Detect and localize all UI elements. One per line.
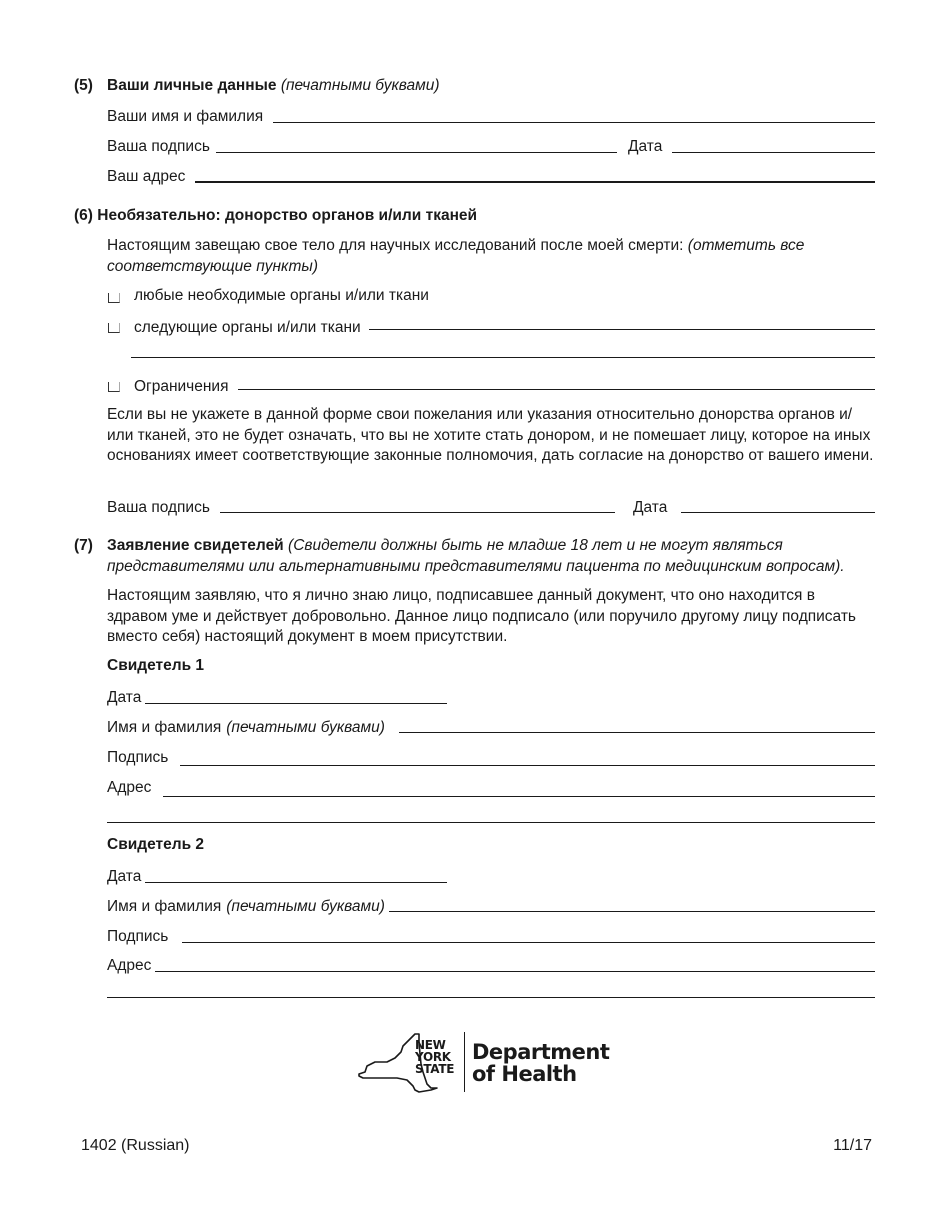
witness2-name-field[interactable]	[389, 911, 875, 912]
limitations-row	[134, 375, 875, 397]
following-organs-field[interactable]	[369, 329, 875, 330]
section6-intro	[107, 236, 847, 277]
section7-number: (7)	[74, 537, 93, 554]
witness2-date-field[interactable]	[145, 882, 447, 883]
ny-state-line1: NEW	[415, 1038, 446, 1052]
ny-state-line3: STATE	[415, 1062, 455, 1076]
ny-state-wordmark	[415, 1039, 454, 1075]
witness2-name-note: (печатными буквами)	[226, 898, 385, 915]
witness2-address-row	[107, 954, 875, 976]
your-signature-field[interactable]	[216, 152, 617, 153]
option-any-organs-label: любые необходимые органы и/или ткани	[134, 287, 429, 304]
witness1-signature-label: Подпись	[107, 749, 169, 766]
your-signature-label: Ваша подпись	[107, 138, 210, 155]
witness-statement: Настоящим заявляю, что я лично знаю лицо, подписавшее данный документ, что оно находится в здравом уме и действует добровольно. Данное лицо подписало (или поручило другому лицу подписать вместо себя) настоящий документ в моем присутствии.	[107, 587, 856, 645]
section5-title: Ваши личные данные	[107, 77, 277, 94]
donation-date-field[interactable]	[681, 512, 875, 513]
form-id: 1402 (Russian)	[81, 1137, 190, 1154]
witness2-heading: Свидетель 2	[107, 836, 205, 853]
form-revision: 11/17	[833, 1137, 872, 1154]
following-organs-field-line2[interactable]	[131, 357, 875, 358]
witness2-signature-field[interactable]	[182, 942, 875, 943]
witness1-address-row	[107, 776, 875, 798]
section7-title-note: (Свидетели должны быть не младше 18 лет и не могут являться представителями или альтернативными представителями пациента по медицинским вопросам).	[107, 537, 845, 575]
your-signature-row	[107, 135, 617, 157]
doh-line2: of Health	[472, 1062, 577, 1086]
witness1-date-label: Дата	[107, 689, 142, 706]
section6-intro-text: Настоящим завещаю свое тело для научных исследований после моей смерти:	[107, 237, 684, 254]
your-date-row	[628, 135, 875, 157]
witness2-signature-row	[107, 925, 875, 947]
section6-intro-note: (отметить все соответствующие пункты)	[107, 237, 805, 275]
your-name-row	[107, 105, 875, 127]
your-name-label: Ваши имя и фамилия	[107, 108, 264, 125]
donation-signature-row	[107, 496, 615, 518]
witness1-name-field[interactable]	[399, 732, 875, 733]
donation-date-label: Дата	[633, 499, 668, 516]
ny-state-line2: YORK	[415, 1050, 451, 1064]
section5-number: (5)	[74, 77, 93, 94]
witness1-heading: Свидетель 1	[107, 657, 205, 674]
your-address-row	[107, 165, 875, 187]
donation-signature-label: Ваша подпись	[107, 499, 210, 516]
section5-heading	[107, 77, 440, 95]
section6-number: (6)	[74, 207, 93, 224]
logo-divider	[464, 1032, 465, 1092]
witness1-date-row	[107, 686, 447, 708]
witness2-address-field[interactable]	[155, 971, 875, 972]
doh-line1: Department	[472, 1040, 610, 1064]
witness1-address-field-line2[interactable]	[107, 822, 875, 823]
witness2-address-label: Адрес	[107, 957, 152, 974]
section6-title: Необязательно: донорство органов и/или тканей	[97, 207, 478, 224]
nys-doh-logo	[357, 1032, 610, 1094]
witness2-date-row	[107, 865, 447, 887]
witness2-date-label: Дата	[107, 868, 142, 885]
option-limitations-label: Ограничения	[134, 378, 229, 395]
witness1-signature-row	[107, 746, 875, 768]
following-organs-row	[134, 316, 875, 338]
your-address-field[interactable]	[195, 181, 875, 183]
limitations-field[interactable]	[238, 389, 875, 390]
witness2-name-label: Имя и фамилия	[107, 898, 222, 915]
your-date-label: Дата	[628, 138, 663, 155]
witness1-signature-field[interactable]	[180, 765, 875, 766]
your-date-field[interactable]	[672, 152, 875, 153]
section7-heading	[107, 536, 877, 577]
option-following-organs-label: следующие органы и/или ткани	[134, 319, 361, 336]
checkbox-following-organs[interactable]	[107, 321, 119, 333]
witness1-name-row	[107, 716, 875, 738]
your-address-label: Ваш адрес	[107, 168, 186, 185]
section5-title-note: (печатными буквами)	[280, 77, 440, 94]
witness1-name-label: Имя и фамилия	[107, 719, 222, 736]
witness2-address-field-line2[interactable]	[107, 997, 875, 998]
checkbox-limitations[interactable]	[107, 380, 119, 392]
section6-heading	[74, 207, 477, 225]
witness1-name-note: (печатными буквами)	[226, 719, 385, 736]
witness1-date-field[interactable]	[145, 703, 447, 704]
donation-notice: Если вы не укажете в данной форме свои пожелания или указания относительно донорства органов и/или тканей, это не будет означать, что вы не хотите стать донором, и не помешает лицу, которое на иных основаниях имеет соответствующие законные полномочия, дать согласие на донорство от вашего имени.	[107, 406, 874, 464]
witness1-address-field[interactable]	[163, 796, 875, 797]
witness2-name-row	[107, 895, 875, 917]
section7-title: Заявление свидетелей	[107, 537, 284, 554]
doh-wordmark	[472, 1041, 609, 1085]
donation-date-row	[633, 496, 875, 518]
checkbox-any-organs[interactable]	[107, 291, 119, 303]
witness1-address-label: Адрес	[107, 779, 152, 796]
witness2-signature-label: Подпись	[107, 928, 169, 945]
your-name-field[interactable]	[273, 122, 875, 123]
donation-signature-field[interactable]	[220, 512, 615, 513]
